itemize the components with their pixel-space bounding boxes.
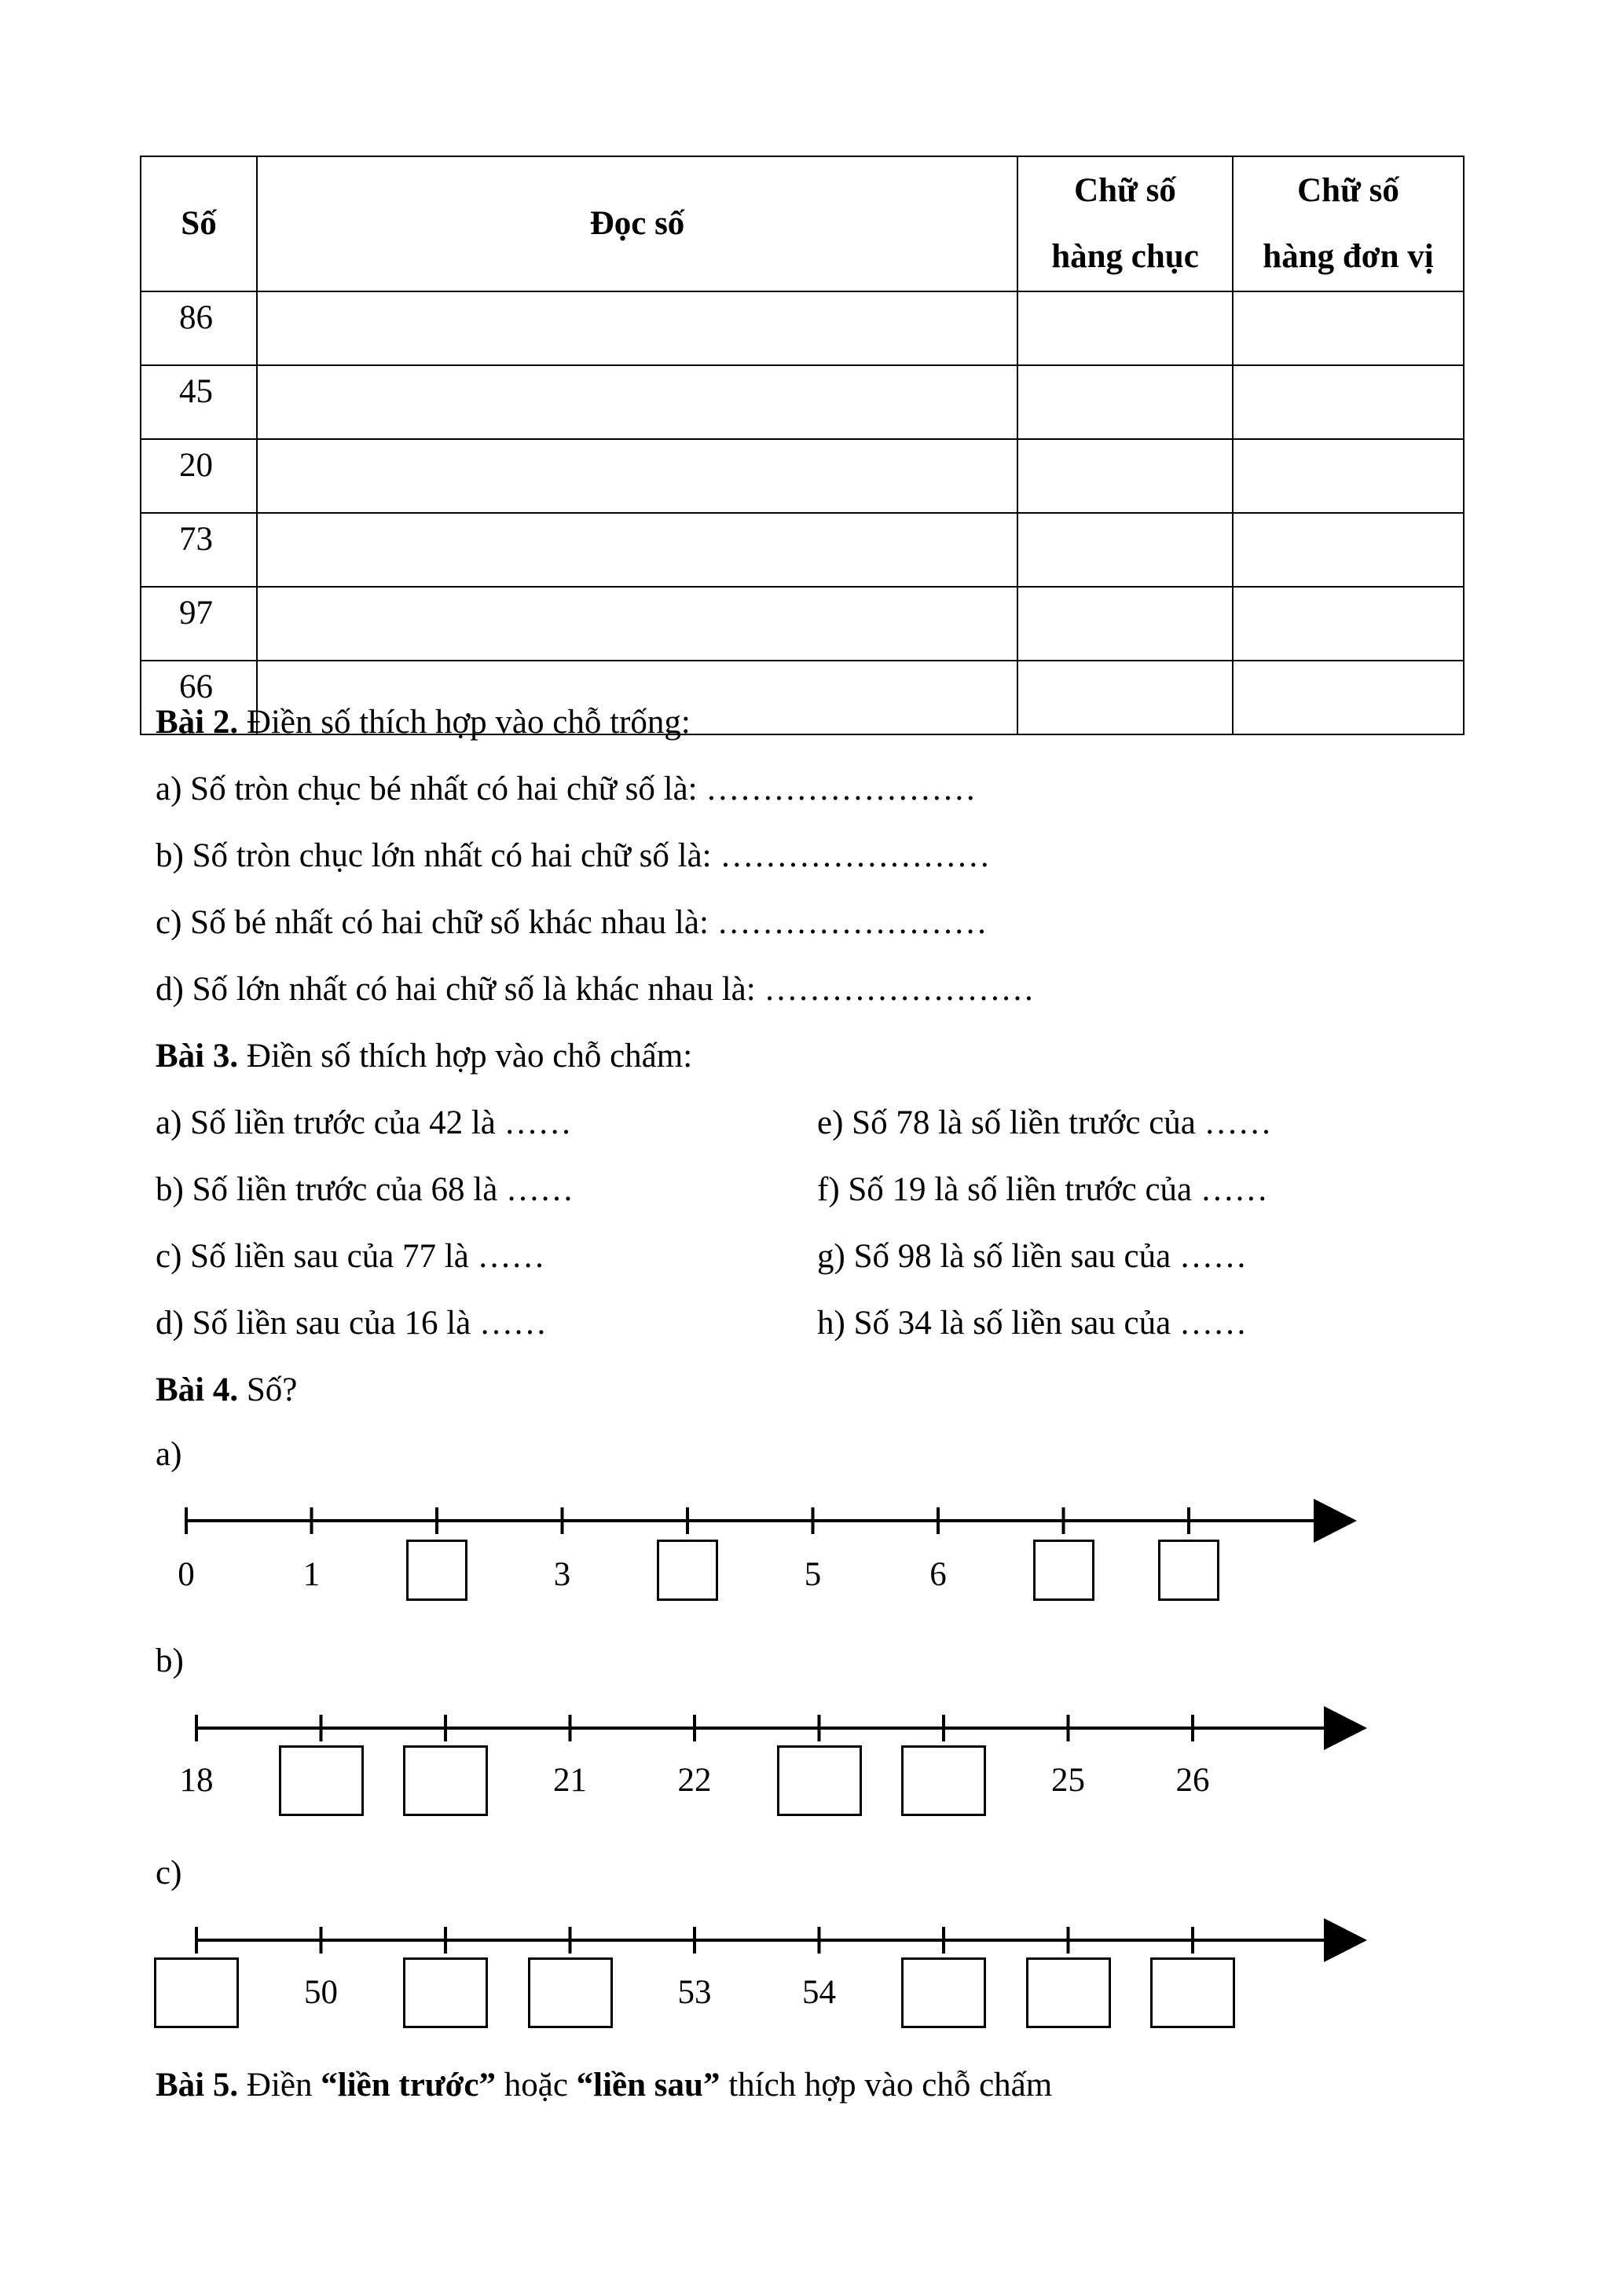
answer-box[interactable]	[901, 1745, 986, 1816]
number-line-a	[186, 1499, 1357, 1543]
number-label: 22	[677, 1762, 712, 1799]
row-number: 73	[141, 513, 257, 587]
bai2-item-d: d) Số lớn nhất có hai chữ số là khác nhau là: ……………………	[156, 971, 1035, 1008]
bai3-heading: Bài 3. Điền số thích hợp vào chỗ chấm:	[156, 1038, 693, 1075]
row-number: 86	[141, 291, 257, 365]
number-label: 53	[677, 1974, 712, 2011]
bai4-a-label: a)	[156, 1436, 182, 1473]
bai2-heading: Bài 2. Điền số thích hợp vào chỗ trống:	[156, 704, 691, 741]
bai2-item-b: b) Số tròn chục lớn nhất có hai chữ số là: ……………………	[156, 837, 991, 874]
header-hang-chuc: Chữ số hàng chục	[1017, 156, 1233, 291]
bai3-item-f: f) Số 19 là số liền trước của ……	[817, 1171, 1268, 1208]
bai3-item-e: e) Số 78 là số liền trước của ……	[817, 1104, 1272, 1141]
number-label: 25	[1051, 1762, 1085, 1799]
answer-box[interactable]	[777, 1745, 862, 1816]
number-label: 54	[802, 1974, 836, 2011]
bai2-item-a: a) Số tròn chục bé nhất có hai chữ số là: ……………………	[156, 771, 977, 807]
number-label: 26	[1175, 1762, 1210, 1799]
answer-box[interactable]	[901, 1957, 986, 2028]
bai2-item-c: c) Số bé nhất có hai chữ số khác nhau là: ……………………	[156, 904, 988, 941]
bai3-item-d: d) Số liền sau của 16 là ……	[156, 1305, 547, 1342]
number-label: 1	[302, 1556, 321, 1593]
bai3-item-c: c) Số liền sau của 77 là ……	[156, 1238, 545, 1275]
answer-box[interactable]	[406, 1540, 467, 1601]
row-number: 45	[141, 365, 257, 439]
answer-box[interactable]	[1033, 1540, 1094, 1601]
bai3-item-g: g) Số 98 là số liền sau của ……	[817, 1238, 1247, 1275]
header-so: Số	[141, 156, 257, 291]
answer-box[interactable]	[1150, 1957, 1235, 2028]
header-doc-so: Đọc số	[257, 156, 1017, 291]
row-number: 66	[141, 661, 257, 734]
number-label: 21	[553, 1762, 587, 1799]
bai3-item-a: a) Số liền trước của 42 là ……	[156, 1104, 572, 1141]
bai3-item-b: b) Số liền trước của 68 là ……	[156, 1171, 574, 1208]
bai3-item-h: h) Số 34 là số liền sau của ……	[817, 1305, 1247, 1342]
number-label: 3	[553, 1556, 571, 1593]
number-label: 6	[929, 1556, 947, 1593]
answer-box[interactable]	[154, 1957, 239, 2028]
answer-box[interactable]	[657, 1540, 718, 1601]
answer-box[interactable]	[1026, 1957, 1111, 2028]
answer-box[interactable]	[1158, 1540, 1219, 1601]
bai4-heading: Bài 4. Số?	[156, 1371, 298, 1408]
answer-box[interactable]	[528, 1957, 613, 2028]
answer-box[interactable]	[403, 1957, 488, 2028]
bai4-b-label: b)	[156, 1642, 184, 1679]
number-label: 50	[304, 1974, 338, 2011]
row-number: 97	[141, 587, 257, 661]
number-label: 18	[179, 1762, 214, 1799]
number-label: 5	[804, 1556, 822, 1593]
number-label: 0	[178, 1556, 195, 1593]
answer-box[interactable]	[279, 1745, 364, 1816]
bai4-c-label: c)	[156, 1855, 182, 1891]
answer-box[interactable]	[403, 1745, 488, 1816]
bai5-heading: Bài 5. Điền “liền trước” hoặc “liền sau” thích hợp vào chỗ chấm	[156, 2067, 1053, 2104]
header-hang-don-vi: Chữ số hàng đơn vị	[1233, 156, 1464, 291]
row-number: 20	[141, 439, 257, 513]
